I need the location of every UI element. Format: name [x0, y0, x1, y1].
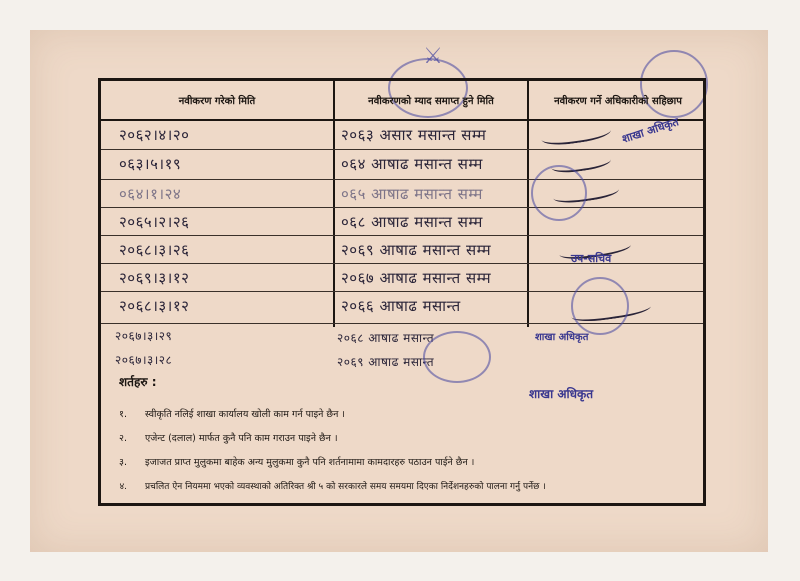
term-text: प्रचलित ऐन नियममा भएको व्यवस्थाको अतिरिक्त श्री ५ को सरकारले समय समयमा दिएका निर्देशनहरुको पालना गर्नु पर्नेछ ।	[145, 482, 546, 492]
row-line	[101, 235, 703, 236]
term-item	[113, 479, 546, 492]
expiry-date-cell: २०६३ असार मसान्त सम्म	[341, 126, 487, 144]
government-emblem-icon: ⚔	[423, 44, 443, 69]
officer-stamp: शाखा अधिकृत	[620, 115, 681, 146]
renewed-date-cell: ०६३।५।१९	[119, 155, 182, 173]
row-line	[101, 263, 703, 264]
term-text: स्वीकृति नलिई शाखा कार्यालय खोली काम गर्न पाइने छैन ।	[145, 409, 345, 420]
renewed-date-cell: २०६८।३।१२	[119, 297, 190, 315]
officer-stamp: शाखा अधिकृत	[529, 387, 594, 401]
officer-stamp: शाखा अधिकृत	[535, 332, 589, 343]
renewal-table-frame	[98, 78, 706, 506]
expiry-date-cell: २०६९ आषाढ मसान्त	[337, 355, 435, 369]
header-expiry-date: नवीकरणको म्याद समाप्त हुने मिति	[368, 96, 494, 107]
expiry-date-cell: २०६६ आषाढ मसान्त	[341, 297, 461, 315]
term-number: २.	[119, 433, 127, 444]
term-item	[113, 407, 345, 420]
renewed-date-cell: ०६४।१।२४	[119, 185, 182, 203]
renewed-date-cell: २०६७।३।२९	[115, 329, 173, 343]
expiry-date-cell: २०६८ आषाढ मसान्त	[337, 331, 435, 345]
renewed-date-cell: २०६९।३।१२	[119, 269, 190, 287]
terms-heading: शर्तहरु :	[119, 375, 157, 389]
expiry-date-cell: २०६७ आषाढ मसान्त सम्म	[341, 269, 492, 287]
official-seal	[423, 331, 491, 383]
term-text: इजाजत प्राप्त मुलुकमा बाहेक अन्य मुलुकमा कुनै पनि शर्तनामामा कामदारहरु पठाउन पाईने छैन ।	[145, 457, 475, 468]
official-seal	[571, 277, 629, 335]
term-text: एजेन्ट (दलाल) मार्फत कुनै पनि काम गराउन पाइने छैन ।	[145, 433, 338, 444]
document-page	[30, 30, 768, 552]
expiry-date-cell: ०६५ आषाढ मसान्त सम्म	[341, 185, 483, 203]
term-item	[113, 431, 338, 444]
deputy-secretary-stamp: उप-सचिव	[571, 252, 612, 265]
renewed-date-cell: २०६८।३।२६	[119, 241, 190, 259]
signature	[540, 120, 612, 148]
header-officer-signature: नवीकरण गर्ने अधिकारीको सहिछाप	[554, 96, 682, 107]
expiry-date-cell: २०६९ आषाढ मसान्त सम्म	[341, 241, 492, 259]
row-line	[101, 179, 703, 180]
renewed-date-cell: २०६२।४।२०	[119, 126, 190, 144]
term-number: ३.	[119, 457, 127, 468]
row-line	[101, 149, 703, 150]
renewed-date-cell: २०६५।२।२६	[119, 213, 190, 231]
term-item	[113, 455, 474, 468]
row-line	[101, 207, 703, 208]
expiry-date-cell: ०६४ आषाढ मसान्त सम्म	[341, 155, 483, 173]
header-renewed-date: नवीकरण गरेको मिति	[178, 96, 256, 107]
official-seal	[531, 165, 587, 221]
renewed-date-cell: २०६७।३।२८	[115, 353, 173, 367]
expiry-date-cell: ०६८ आषाढ मसान्त सम्म	[341, 213, 483, 231]
term-number: १.	[119, 409, 127, 420]
term-number: ४.	[119, 482, 127, 492]
